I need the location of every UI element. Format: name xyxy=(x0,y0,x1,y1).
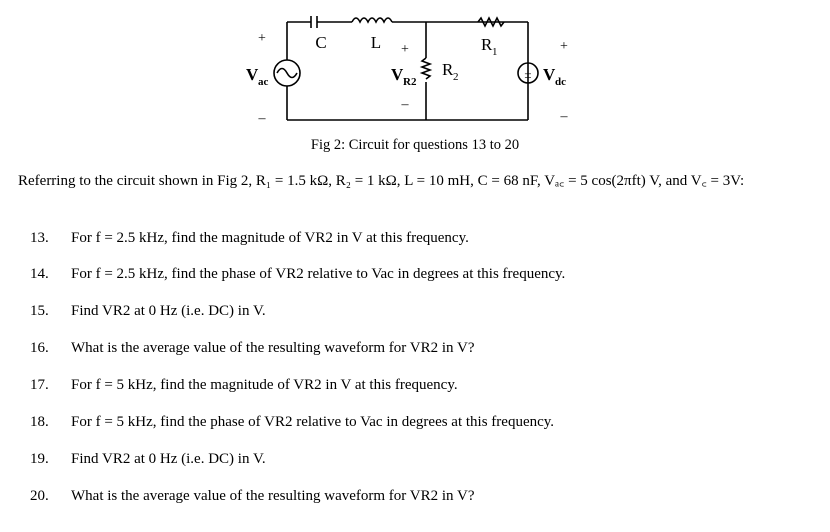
question-number: 13. xyxy=(30,230,49,246)
vr2-label-sub: R2 xyxy=(403,76,417,88)
inductor-label: L xyxy=(370,33,382,52)
question-text: Find VR2 at 0 Hz (i.e. DC) in V. xyxy=(71,451,266,467)
r1-label-sub: 1 xyxy=(492,46,498,58)
question-text: What is the average value of the resulting waveform for VR2 in V? xyxy=(71,340,475,356)
r2-label: R xyxy=(442,60,454,79)
question-text: What is the average value of the resulting waveform for VR2 in V? xyxy=(71,488,475,504)
question-text: For f = 5 kHz, find the magnitude of VR2 in V at this frequency. xyxy=(71,377,458,393)
vdc-minus-sign: – xyxy=(560,109,568,124)
question-text: Find VR2 at 0 Hz (i.e. DC) in V. xyxy=(71,303,266,319)
question-number: 17. xyxy=(30,377,49,393)
question-14 xyxy=(30,266,820,283)
r1-label: R xyxy=(481,35,493,54)
question-text: For f = 5 kHz, find the phase of VR2 relative to Vac in degrees at this frequency. xyxy=(71,414,555,430)
vac-minus-sign: – xyxy=(258,111,266,126)
question-number: 20. xyxy=(30,488,49,504)
vdc-plus-sign: + xyxy=(560,39,568,54)
vdc-label-sub: dc xyxy=(555,76,566,88)
vdc-label: V xyxy=(543,65,556,84)
vac-plus-sign: + xyxy=(258,31,266,46)
vr2-minus-sign: – xyxy=(401,97,409,112)
question-16 xyxy=(30,340,820,357)
question-number: 15. xyxy=(30,303,49,319)
question-text: For f = 2.5 kHz, find the magnitude of VR2 in V at this frequency. xyxy=(71,230,469,246)
vac-label: V xyxy=(246,65,259,84)
vr2-label: V xyxy=(391,65,404,84)
capacitor-label: C xyxy=(315,33,327,52)
vdc-polarity-symbol: ± xyxy=(524,66,532,81)
question-13 xyxy=(30,230,820,247)
question-number: 16. xyxy=(30,340,49,356)
question-number: 19. xyxy=(30,451,49,467)
question-18 xyxy=(30,414,820,431)
question-15 xyxy=(30,303,820,320)
question-17 xyxy=(30,377,820,394)
vac-label-sub: ac xyxy=(258,76,269,88)
figure-caption: Fig 2: Circuit for questions 13 to 20 xyxy=(310,137,520,153)
circuit-diagram xyxy=(0,0,830,130)
question-number: 18. xyxy=(30,414,49,430)
vr2-plus-sign: + xyxy=(401,42,409,57)
question-19 xyxy=(30,451,820,468)
r2-label-sub: 2 xyxy=(453,71,459,83)
question-text: For f = 2.5 kHz, find the phase of VR2 relative to Vac in degrees at this frequency. xyxy=(71,266,566,282)
question-number: 14. xyxy=(30,266,49,282)
problem-statement: Referring to the circuit shown in Fig 2, R₁ = 1.5 kΩ, R₂ = 1 kΩ, L = 10 mH, C = 68 nF, Vₐ꜀ = 5 cos(2πft) V, and V꜀ = 3V: xyxy=(18,173,745,189)
question-20 xyxy=(30,488,820,505)
